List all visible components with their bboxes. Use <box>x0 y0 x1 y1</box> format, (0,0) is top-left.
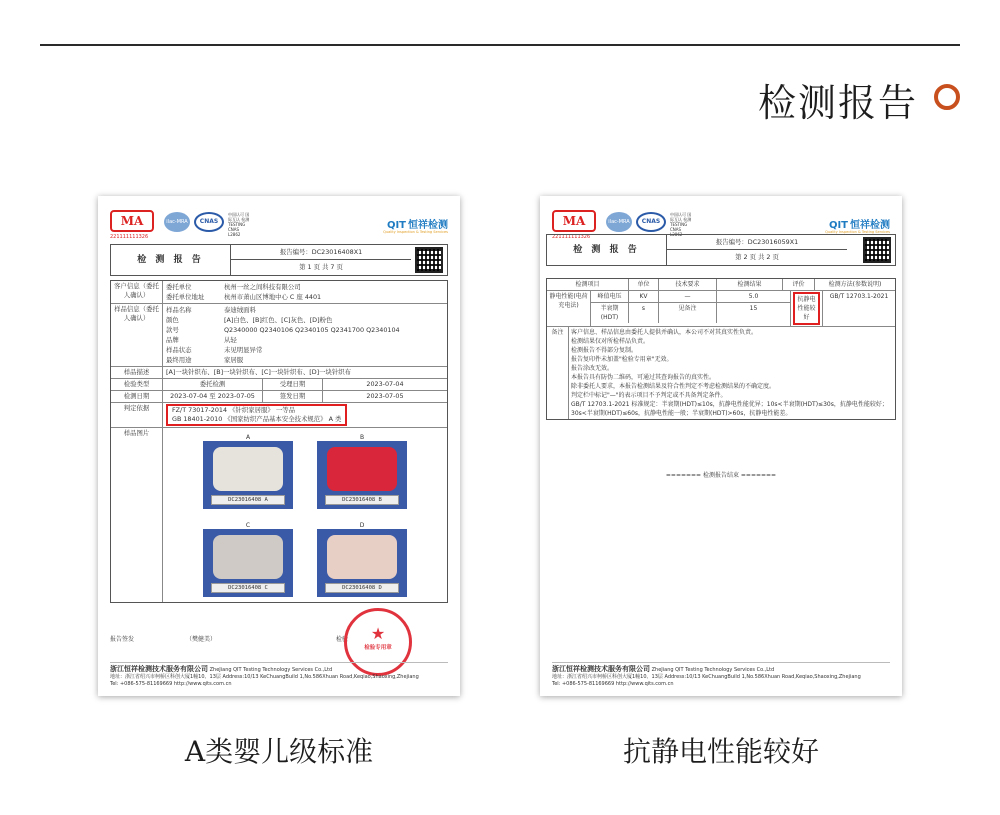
remark-line: 报告涂改无效。 <box>571 365 614 372</box>
ilac-logo: ilac-MRA <box>164 212 190 232</box>
client-line <box>166 292 444 302</box>
qr-code-icon <box>415 247 443 273</box>
sample-photo-d <box>317 521 407 597</box>
photo-caption: A <box>245 434 251 441</box>
field-value: 家居服 <box>224 356 244 364</box>
field-key: 品牌 <box>166 336 179 344</box>
page-number: 第 1 页 共 7 页 <box>299 263 343 271</box>
report-number: 报告编号：DC23016059X1 <box>667 235 847 250</box>
col-header: 检测方法(参数说明) <box>828 281 882 288</box>
remark-line: 检测报告不得部分复制。 <box>571 347 638 354</box>
caption-antistatic: 抗静电性能较好 <box>622 735 819 768</box>
footer-company-en: ZheJiang QIT Testing Technology Services Co.,Ltd <box>651 667 775 673</box>
recv-value: 2023-07-04 <box>366 380 404 388</box>
footer-tel: Tel: +086-575-81169669 http://www.qits.com.cn <box>110 681 232 687</box>
desc-label: 样品描述 <box>111 367 163 378</box>
judge-highlight-box <box>166 404 347 426</box>
qit-brand-cn: 恒祥检测 <box>850 220 890 231</box>
star-icon: ★ <box>370 624 386 643</box>
client-line <box>166 282 444 292</box>
qit-brand: QIT <box>386 220 406 231</box>
footer-company: 浙江恒祥检测技术服务有限公司 <box>552 665 650 673</box>
remark-line: 报告复印件未加盖"检验专用章"无效。 <box>571 356 673 363</box>
col-header: 评价 <box>783 279 815 290</box>
footer-tel: Tel: +086-575-81169669 http://www.qits.com.cn <box>552 681 674 687</box>
param: 峰值电压 <box>591 291 629 302</box>
remark-row <box>547 327 895 419</box>
cma-logo: MA <box>552 210 596 232</box>
recv-label: 受理日期 <box>263 379 323 390</box>
remark-line: 检测结果仅对所检样品负责。 <box>571 338 650 345</box>
photo-caption: C <box>245 522 251 529</box>
desc-row <box>111 367 447 379</box>
page-title: 检测报告 <box>757 81 918 125</box>
ilac-logo: ilac-MRA <box>606 212 632 232</box>
sample-photo-a <box>203 433 293 509</box>
top-divider <box>40 44 960 46</box>
report-footer <box>552 662 890 688</box>
sample-info <box>163 304 447 366</box>
cma-logo: MA <box>110 210 154 232</box>
qit-logo <box>387 216 448 231</box>
sample-tag: DC23016408 B <box>325 495 399 505</box>
check-label: 检验 <box>336 636 349 643</box>
field-key: 颜色 <box>166 316 179 324</box>
sample-photo-b <box>317 433 407 509</box>
footer-company-en: ZheJiang QIT Testing Technology Services Co.,Ltd <box>209 667 333 673</box>
report-logos <box>110 210 448 240</box>
page-number: 第 2 页 共 2 页 <box>735 253 779 261</box>
sample-line <box>166 335 444 345</box>
sample-line <box>166 345 444 355</box>
qit-logo <box>829 216 890 231</box>
result-row <box>547 291 895 327</box>
report-number: 报告编号：DC23016408X1 <box>231 245 411 260</box>
fabric-swatch <box>213 447 283 491</box>
remark-label: 备注 <box>547 327 569 419</box>
type-value: 委托检测 <box>163 379 263 390</box>
field-value: 泰迪绒面料 <box>224 306 256 314</box>
judge-line: GB 18401-2010 《国家纺织产品基本安全技术规范》 A 类 <box>172 415 342 423</box>
sample-line <box>166 305 444 315</box>
cnas-logo: CNAS <box>636 212 666 232</box>
col-header: 检测项目 <box>547 279 629 290</box>
report-end-line: ======= 检测报告结束 ======= <box>665 472 777 479</box>
issue-value: 2023-07-05 <box>366 392 404 400</box>
caption-class-a: A类婴儿级标准 <box>184 735 374 768</box>
sample-row <box>111 304 447 367</box>
field-key: 样品名称 <box>166 306 192 314</box>
test-report-page-1 <box>98 196 460 696</box>
desc-value: [A]一块针织布、[B]一块针织布、[C]一块针织布、[D]一块针织布 <box>166 368 352 376</box>
client-info <box>163 281 447 303</box>
date-label: 检测日期 <box>111 391 163 402</box>
result-subrow <box>591 303 790 323</box>
field-value: [A]白色、[B]红色、[C]灰色、[D]粉色 <box>224 316 333 324</box>
result-table-header <box>547 279 895 291</box>
cma-number: 221111111326 <box>110 234 149 240</box>
unit: KV <box>629 291 659 302</box>
field-key: 委托单位 <box>166 283 192 291</box>
judge-standards <box>163 403 447 427</box>
footer-company: 浙江恒祥检测技术服务有限公司 <box>110 665 208 673</box>
result: 15 <box>749 305 758 312</box>
judge-line: FZ/T 73017-2014 《针织家居服》 一等品 <box>172 406 296 414</box>
report-title: 检 测 报 告 <box>547 235 667 265</box>
date-row <box>111 391 447 403</box>
photo-row <box>111 428 447 602</box>
test-item: 静电性能(电荷充电法) <box>547 291 591 326</box>
fabric-swatch <box>327 535 397 579</box>
client-label: 客户信息（委托人确认） <box>111 281 163 303</box>
evaluation-highlight-box: 抗静电性能较好 <box>793 292 820 325</box>
footer-address: 地址：浙江省绍兴市柯桥区科创大厦1幢10、13层 Address:10/13 KeChuangBuild 1,No.586Xhuan Road,Keqiao,Shaoxing,Zhejiang <box>552 674 861 680</box>
field-value: 杭州一丝之间科技有限公司 <box>224 283 301 291</box>
remark-line: 本报告具有防伪二维码，可通过其查询报告的真实性。 <box>571 374 716 381</box>
remark-line: 除非委托人要求，本报告检测结果及符合性判定不考虑检测结果的不确定度。 <box>571 383 776 390</box>
photo-caption: B <box>359 434 365 441</box>
sample-tag: DC23016408 A <box>211 495 285 505</box>
client-row <box>111 281 447 304</box>
sample-tag: DC23016408 C <box>211 583 285 593</box>
stamp-text: 检验专用章 <box>364 645 392 651</box>
issue-label: 签发日期 <box>263 391 323 402</box>
sample-tag: DC23016408 D <box>325 583 399 593</box>
sign-label: 报告签发 <box>110 636 135 643</box>
result: 5.0 <box>748 293 759 300</box>
evaluation <box>791 291 823 326</box>
col-header: 单位 <box>629 279 659 290</box>
report-footer <box>110 662 448 688</box>
field-key: 款号 <box>166 326 179 334</box>
qit-subtitle: Quality Inspection & Testing Services <box>825 230 890 234</box>
photo-image <box>317 441 407 509</box>
result-subrow <box>591 291 790 303</box>
remark-line: 判定栏中标记"—"的表示项目不予判定或不具备判定条件。 <box>571 392 727 399</box>
report-header <box>546 234 896 266</box>
field-value: Q2340000 Q2340106 Q2340105 Q2341700 Q2340104 <box>224 326 400 334</box>
remark-list <box>569 327 895 419</box>
result-table <box>546 278 896 420</box>
sample-line <box>166 355 444 365</box>
footer-address: 地址：浙江省绍兴市柯桥区科创大厦1幢10、13层 Address:10/13 KeChuangBuild 1,No.586Xhuan Road,Keqiao,Shaoxing,Zhejiang <box>110 674 419 680</box>
sample-photos <box>166 429 444 601</box>
col-header: 检测结果 <box>717 279 783 290</box>
requirement: 见备注 <box>659 303 717 323</box>
report-title: 检 测 报 告 <box>111 245 231 275</box>
photo-area <box>163 428 447 602</box>
result-subrows <box>591 291 791 326</box>
cnas-logo: CNAS <box>194 212 224 232</box>
judge-row <box>111 403 447 428</box>
field-value: 未见明显异常 <box>224 346 263 354</box>
col-header: 技术要求 <box>659 279 717 290</box>
fabric-swatch <box>213 535 283 579</box>
circle-icon <box>934 84 960 110</box>
remark-line: 客户信息、样品信息由委托人提供并确认，本公司不对其真实性负责。 <box>571 329 758 336</box>
qit-subtitle: Quality Inspection & Testing Services <box>383 230 448 234</box>
judge-label: 判定依据 <box>111 403 163 427</box>
sample-line <box>166 315 444 325</box>
cnas-note: 中国认可 国际互认 检测 TESTING CNAS L2862 <box>670 212 692 237</box>
photo-caption: D <box>359 522 365 529</box>
qit-brand: QIT <box>828 220 848 231</box>
cma-number: 221111111326 <box>552 234 591 240</box>
photo-image <box>317 529 407 597</box>
qr-code-icon <box>863 237 891 263</box>
type-row <box>111 379 447 391</box>
photo-label: 样品图片 <box>111 428 163 602</box>
remark-line: GB/T 12703.1-2021 标准规定：半衰期(HDT)≤10s，抗静电性能优异；10s<半衰期(HDT)≤30s，抗静电性能较好；30s<半衰期(HDT)≤60s，抗静电性能一般；半衰期(HDT)>60s，抗静电性能差。 <box>571 401 888 417</box>
photo-image <box>203 529 293 597</box>
qit-brand-cn: 恒祥检测 <box>408 220 448 231</box>
unit: s <box>629 303 659 323</box>
report-info-table <box>110 280 448 603</box>
requirement: — <box>659 291 717 302</box>
field-key: 最终用途 <box>166 356 192 364</box>
sample-photo-c <box>203 521 293 597</box>
field-value: 从轻 <box>224 336 237 344</box>
test-report-page-2 <box>540 196 902 696</box>
sample-label: 样品信息（委托人确认） <box>111 304 163 366</box>
signer-name: （樊健美） <box>185 636 216 643</box>
photo-image <box>203 441 293 509</box>
type-label: 检验类型 <box>111 379 163 390</box>
date-value: 2023-07-04 至 2023-07-05 <box>163 391 263 402</box>
fabric-swatch <box>327 447 397 491</box>
sample-line <box>166 325 444 335</box>
field-key: 样品状态 <box>166 346 192 354</box>
field-value: 杭州市萧山区博地中心 C 座 4401 <box>224 293 322 301</box>
param: 半衰期(HDT) <box>591 303 629 323</box>
test-method: GB/T 12703.1-2021 <box>829 293 889 300</box>
cnas-note: 中国认可 国际互认 检测 TESTING CNAS L2862 <box>228 212 250 237</box>
report-header <box>110 244 448 276</box>
field-key: 委托单位地址 <box>166 293 205 301</box>
